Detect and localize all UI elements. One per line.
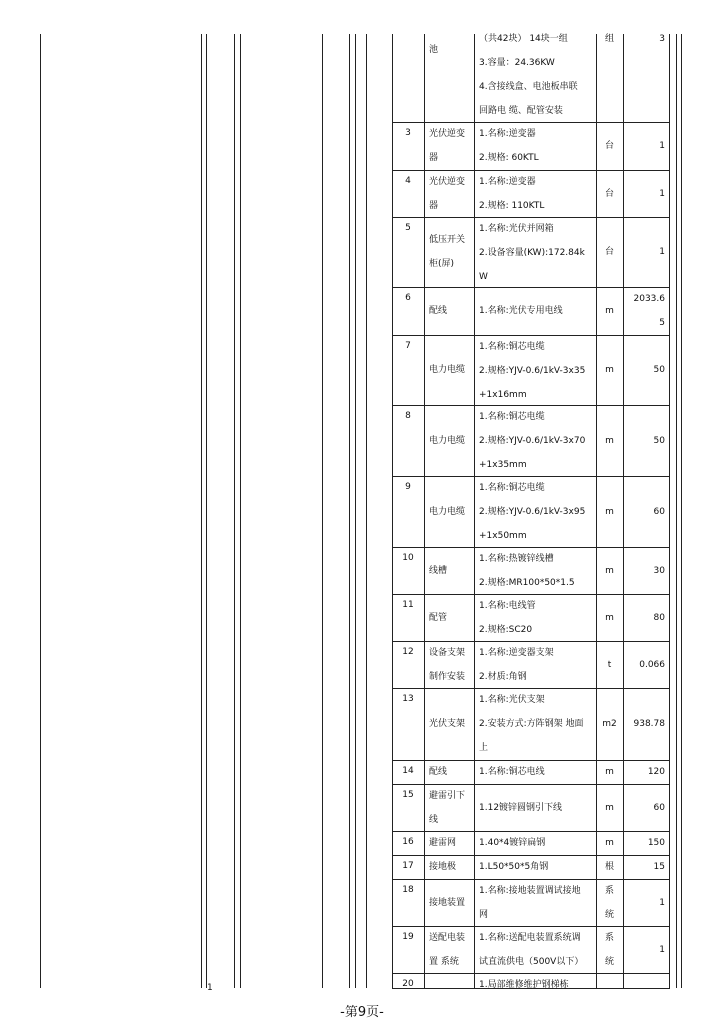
item-name-line: 光伏逆变 — [429, 177, 466, 187]
item-name — [424, 500, 474, 524]
item-unit-line: t — [607, 659, 612, 670]
item-name — [424, 891, 474, 915]
item-unit-line: 根 — [604, 862, 614, 872]
item-description — [474, 926, 596, 974]
item-description-line: 1.名称:铜芯电缆 — [479, 342, 545, 352]
desc-line: 4.含接线盒、电池板串联 — [479, 82, 578, 92]
item-description-line: 1.名称:光伏并网箱 — [479, 224, 554, 234]
item-name-line: 电力电缆 — [429, 506, 466, 517]
item-name — [424, 122, 474, 170]
item-quantity-line: 150 — [647, 838, 665, 848]
item-number: 10 — [402, 553, 414, 563]
item-description — [474, 217, 596, 289]
item-description-line: 1.名称:逆变器 — [479, 177, 536, 187]
item-quantity — [623, 831, 665, 855]
item-quantity-line: 120 — [647, 767, 665, 777]
item-name-line: 避雷网 — [429, 838, 457, 848]
item-name-line: 器 — [429, 153, 439, 163]
item-quantity — [623, 134, 665, 158]
item-quantity — [623, 891, 665, 915]
item-description-line: 1.名称:逆变器 — [479, 129, 536, 139]
item-unit-line: m — [605, 435, 614, 446]
item-name-line: 光伏逆变 — [429, 129, 466, 139]
item-description — [474, 641, 596, 689]
item-unit-line: m — [605, 838, 614, 848]
item-description — [474, 170, 596, 218]
item-unit — [596, 299, 623, 323]
item-unit-line: m2 — [602, 719, 617, 729]
desc-line: 3.容量：24.36KW — [479, 58, 555, 68]
desc-line: （共42块） 14块一组 — [479, 34, 568, 44]
item-quantity-line: 50 — [653, 365, 665, 375]
name-line: 池 — [429, 45, 439, 55]
item-description-line: +1x35mm — [479, 460, 527, 470]
item-unit-line: 系 — [604, 886, 614, 896]
item-description-line: 2.设备容量(KW):172.84k — [479, 248, 585, 258]
item-unit-line: 统 — [604, 910, 614, 920]
item-quantity-line: 1 — [659, 897, 665, 908]
page-number: -第9页- — [340, 1005, 384, 1020]
item-quantity-line: 60 — [653, 506, 665, 517]
item-description — [474, 335, 596, 407]
item-name-line: 设备支架 — [429, 648, 466, 658]
item-quantity-line: 1 — [659, 944, 665, 955]
column-line — [40, 34, 41, 988]
item-name — [424, 228, 474, 276]
item-description — [474, 855, 596, 879]
item-unit-line: m — [605, 612, 614, 623]
item-description-line: +1x16mm — [479, 390, 527, 400]
item-quantity-line: 30 — [653, 565, 665, 576]
item-quantity — [623, 182, 665, 206]
item-quantity — [623, 500, 665, 524]
item-description-line: 1.名称:逆变器支架 — [479, 648, 554, 658]
item-description-line: 1.12镀锌圆钢引下线 — [479, 802, 563, 813]
item-name-line: 接地极 — [429, 862, 457, 872]
item-name — [424, 831, 474, 855]
item-quantity — [623, 712, 665, 736]
item-name-line: 配线 — [429, 306, 448, 316]
item-description — [474, 688, 596, 760]
item-description — [474, 594, 596, 642]
item-description-line: 上 — [479, 743, 489, 753]
item-description-line: 2.规格: 110KTL — [479, 201, 545, 211]
item-unit — [596, 500, 623, 524]
column-line — [355, 34, 356, 988]
item-unit-line: m — [605, 767, 614, 777]
item-unit — [596, 855, 623, 879]
item-unit-line: 台 — [604, 188, 614, 199]
item-name-line: 电力电缆 — [429, 365, 466, 375]
item-description-line: 2.规格: 60KTL — [479, 153, 539, 163]
item-unit — [596, 134, 623, 158]
item-quantity-line: 80 — [653, 612, 665, 623]
column-line — [681, 34, 682, 988]
item-name — [424, 926, 474, 974]
item-unit-line: m — [605, 506, 614, 517]
item-unit — [596, 926, 623, 974]
item-name-line: 接地装置 — [429, 897, 466, 908]
item-quantity — [623, 606, 665, 630]
item-description — [474, 760, 596, 784]
item-description — [474, 796, 596, 820]
item-unit — [596, 559, 623, 583]
item-number: 3 — [405, 128, 411, 138]
item-number: 20 — [402, 979, 414, 989]
item-name — [424, 559, 474, 583]
item-quantity — [623, 240, 665, 264]
item-description-line: 1.名称:铜芯电线 — [479, 767, 545, 777]
item-unit — [596, 879, 623, 927]
item-description — [474, 547, 596, 595]
item-unit — [596, 429, 623, 453]
column-line — [240, 34, 241, 988]
item-description-line: 1.名称:铜芯电缆 — [479, 412, 545, 422]
item-name-line: 柜(屏) — [429, 259, 455, 269]
item-unit-line: m — [605, 365, 614, 375]
item-name — [424, 170, 474, 218]
item-unit — [596, 796, 623, 820]
item-name — [424, 784, 474, 832]
item-description-line: 2.规格:YJV-0.6/1kV-3x95 — [479, 507, 586, 517]
item-number: 17 — [402, 861, 414, 871]
item-description — [474, 973, 596, 997]
item-number: 9 — [405, 482, 411, 492]
item-number: 19 — [402, 932, 414, 942]
item-name-line: 制作安装 — [429, 672, 466, 682]
item-unit — [596, 712, 623, 736]
item-unit-line: m — [605, 306, 614, 316]
item-quantity — [623, 938, 665, 962]
item-description — [474, 831, 596, 855]
item-description-line: 2.规格:YJV-0.6/1kV-3x35 — [479, 366, 586, 376]
item-number: 15 — [402, 790, 414, 800]
item-unit-line: 台 — [604, 247, 614, 257]
item-name-line: 配线 — [429, 767, 448, 777]
item-description-line: 2.安装方式:方阵钢架 地面 — [479, 719, 584, 729]
item-description-line: 1.L50*50*5角钢 — [479, 862, 549, 872]
item-name-line: 线 — [429, 815, 439, 825]
item-number: 4 — [405, 176, 411, 186]
item-unit — [596, 358, 623, 382]
item-quantity — [623, 559, 665, 583]
item-description-line: 1.名称:送配电装置系统调 — [479, 933, 581, 943]
item-number: 6 — [405, 293, 411, 303]
item-description-line: 网 — [479, 910, 489, 920]
item-unit: 组 — [604, 34, 614, 44]
item-name-line: 光伏支架 — [429, 719, 466, 729]
item-description-line: 1.名称:光伏支架 — [479, 695, 545, 705]
item-number: 12 — [402, 647, 414, 657]
item-quantity-line: 15 — [653, 862, 665, 872]
item-description-line: 2.规格:YJV-0.6/1kV-3x70 — [479, 436, 586, 446]
item-description-line: W — [479, 272, 488, 282]
item-quantity — [623, 429, 665, 453]
item-name-line: 器 — [429, 201, 439, 211]
item-unit — [596, 606, 623, 630]
item-quantity-line: 1 — [659, 141, 665, 151]
item-unit — [596, 182, 623, 206]
item-description-line: 1.局部维修维护钢梯栋 — [479, 980, 569, 990]
item-quantity-line: 1 — [659, 188, 665, 199]
item-number: 18 — [402, 885, 414, 895]
stray-mark: 1 — [207, 983, 213, 993]
column-line — [676, 34, 677, 988]
item-unit — [596, 240, 623, 264]
column-line — [349, 34, 350, 988]
item-unit-line: m — [605, 565, 614, 576]
item-name — [424, 760, 474, 784]
item-description-line: +1x50mm — [479, 531, 527, 541]
item-quantity — [623, 855, 665, 879]
column-line — [206, 34, 207, 988]
item-description-line: 1.名称:光伏专用电线 — [479, 306, 563, 316]
item-quantity: 3 — [659, 34, 665, 44]
item-name — [424, 712, 474, 736]
item-quantity — [623, 796, 665, 820]
item-name-line: 避雷引下 — [429, 791, 466, 801]
item-name-line: 送配电装 — [429, 933, 466, 943]
item-quantity-line: 2033.6 — [633, 294, 665, 304]
item-quantity-line: 5 — [659, 318, 665, 328]
item-unit-line: 统 — [604, 957, 614, 967]
item-description-line: 1.名称:电线管 — [479, 601, 536, 611]
item-description-line: 1.名称:铜芯电缆 — [479, 483, 545, 493]
item-description — [474, 476, 596, 548]
item-number: 11 — [402, 600, 414, 610]
item-name — [424, 38, 474, 62]
column-line — [234, 34, 235, 988]
item-description — [474, 405, 596, 477]
item-description-line: 1.40*4镀锌扁钢 — [479, 838, 546, 848]
item-description-line: 2.规格:MR100*50*1.5 — [479, 578, 575, 588]
item-quantity-line: 938.78 — [633, 719, 665, 729]
item-quantity-line: 0.066 — [639, 659, 665, 670]
item-name — [424, 358, 474, 382]
item-name-line: 线槽 — [429, 565, 448, 576]
item-description-line: 2.规格:SC20 — [479, 625, 533, 635]
item-unit — [596, 760, 623, 784]
item-name — [424, 606, 474, 630]
item-quantity — [623, 358, 665, 382]
item-number: 8 — [405, 411, 411, 421]
column-line — [669, 34, 670, 988]
item-description-line: 试直流供电（500V以下） — [479, 957, 584, 967]
item-quantity — [623, 760, 665, 784]
item-description — [474, 27, 596, 123]
item-description-line: 2.材质:角钢 — [479, 672, 527, 682]
item-description — [474, 299, 596, 323]
column-line — [201, 34, 202, 988]
item-description — [474, 879, 596, 927]
desc-line: 回路电 缆、配管安装 — [479, 106, 563, 116]
item-name-line: 低压开关 — [429, 235, 466, 245]
item-number: 13 — [402, 694, 414, 704]
item-description — [474, 122, 596, 170]
item-name — [424, 855, 474, 879]
item-unit — [596, 831, 623, 855]
item-unit-line: 台 — [604, 141, 614, 151]
item-quantity — [623, 653, 665, 677]
item-name-line: 电力电缆 — [429, 435, 466, 446]
item-quantity — [623, 287, 665, 335]
item-number: 16 — [402, 837, 414, 847]
item-number: 14 — [402, 766, 414, 776]
item-description-line: 1.名称:接地装置调试接地 — [479, 886, 581, 896]
item-quantity-line: 60 — [653, 802, 665, 813]
item-unit — [596, 653, 623, 677]
item-description-line: 1.名称:热镀锌线槽 — [479, 554, 554, 564]
item-number: 5 — [405, 223, 411, 233]
item-name-line: 置 系统 — [429, 957, 459, 967]
item-unit-line: m — [605, 802, 614, 813]
column-line — [322, 34, 323, 988]
item-name — [424, 641, 474, 689]
item-name — [424, 299, 474, 323]
item-number: 7 — [405, 341, 411, 351]
item-unit-line: 系 — [604, 933, 614, 943]
item-quantity-line: 50 — [653, 435, 665, 446]
item-name-line: 配管 — [429, 612, 448, 623]
column-line — [366, 34, 367, 988]
item-quantity-line: 1 — [659, 247, 665, 257]
item-name — [424, 429, 474, 453]
